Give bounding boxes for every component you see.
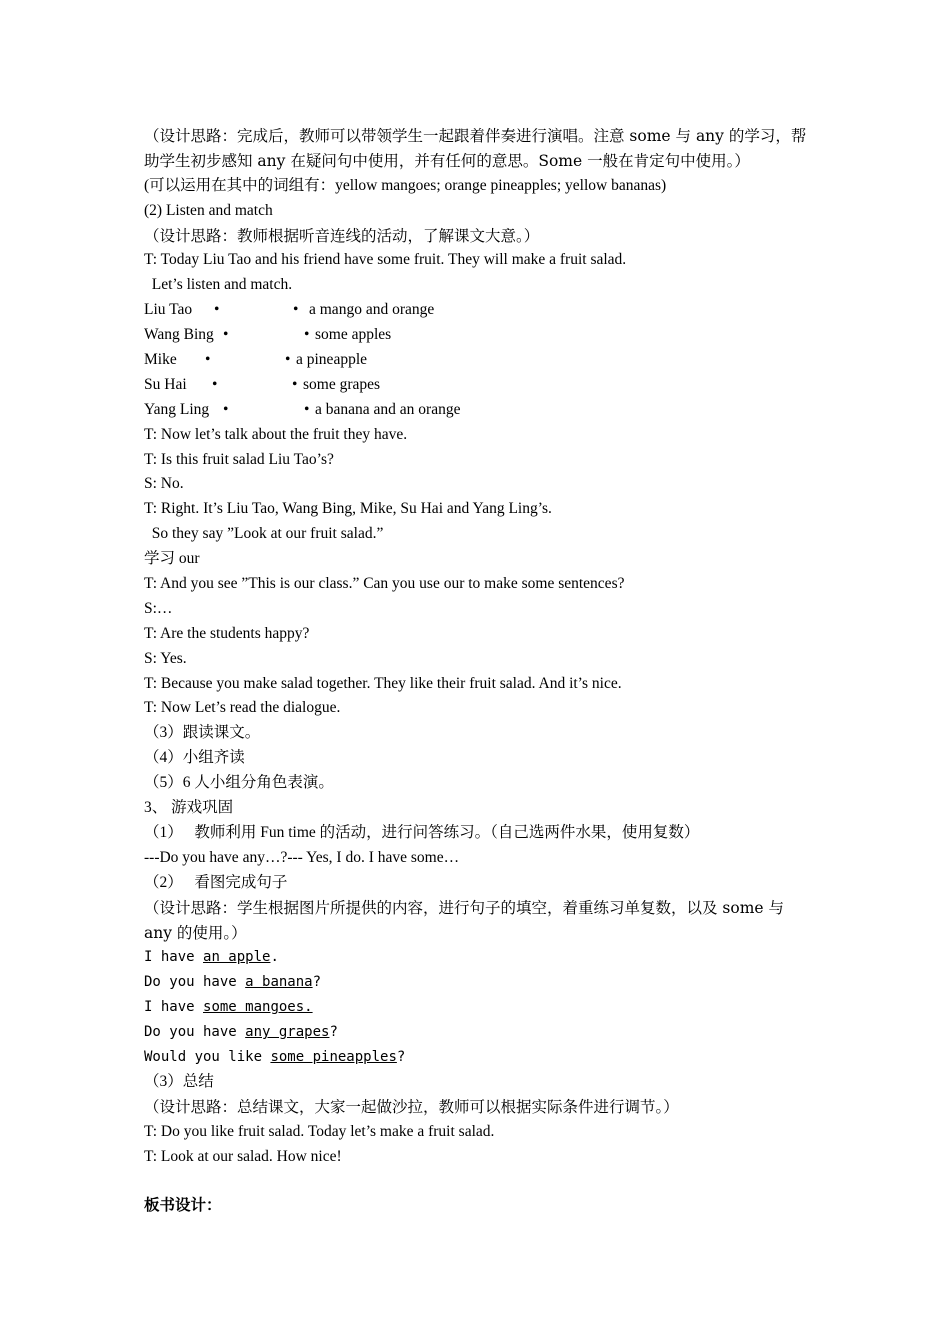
fill-sentence xyxy=(144,1020,814,1045)
fill-sentence xyxy=(144,945,814,970)
design-note-line: （设计思路：学生根据图片所提供的内容，进行句子的填空，着重练习单复数，以及 some 与 xyxy=(144,898,785,917)
section-summary xyxy=(144,1070,814,1170)
match-dot-left: • xyxy=(223,400,229,418)
design-note-line: （设计思路：教师根据听音连线的活动，了解课文大意。） xyxy=(144,226,540,245)
step-item: （5）6 人小组分角色表演。 xyxy=(144,774,334,792)
match-dot-right: • xyxy=(304,326,310,344)
match-item: a banana and an orange xyxy=(315,400,461,418)
step-item: （3）总结 xyxy=(144,1072,214,1090)
dialogue-line: T: Are the students happy? xyxy=(144,624,310,642)
match-item: some grapes xyxy=(303,375,381,393)
fill-in-sentences xyxy=(144,945,814,1069)
match-row xyxy=(144,398,814,423)
dialogue-line: T: Look at our salad. How nice! xyxy=(144,1147,342,1165)
match-row xyxy=(144,373,814,398)
match-dot-right: • xyxy=(293,301,299,319)
dialogue-line: T: And you see ”This is our class.” Can you use our to make some sentences? xyxy=(144,575,625,593)
match-row xyxy=(144,348,814,373)
match-exercise xyxy=(144,298,814,422)
dialogue-line: T: Do you like fruit salad. Today let’s make a fruit salad. xyxy=(144,1122,495,1140)
match-row xyxy=(144,323,814,348)
match-dot-left: • xyxy=(214,301,220,319)
match-dot-left: • xyxy=(223,326,229,344)
match-item: a mango and orange xyxy=(309,301,435,319)
study-note: 学习 our xyxy=(144,550,200,568)
step-item: （4）小组齐读 xyxy=(144,749,245,767)
match-name: Liu Tao xyxy=(144,301,193,319)
sentence-start: I have xyxy=(144,999,204,1016)
sentence-start: Would you like xyxy=(144,1048,271,1065)
match-dot-right: • xyxy=(292,375,298,393)
dialogue-line: So they say ”Look at our fruit salad.” xyxy=(144,525,384,543)
step-item: （2） 看图完成句子 xyxy=(144,873,288,891)
blank-line xyxy=(144,1169,814,1194)
sentence-end: ? xyxy=(312,974,322,991)
match-item: some apples xyxy=(315,326,392,344)
dialogue-line: T: Is this fruit salad Liu Tao’s? xyxy=(144,450,334,468)
match-name: Mike xyxy=(144,351,177,369)
phrase-note: (可以运用在其中的词组有：yellow mangoes; orange pineapples; yellow bananas) xyxy=(144,176,667,194)
dialogue-line: T: Now Let’s read the dialogue. xyxy=(144,699,341,717)
match-name: Wang Bing xyxy=(144,326,214,344)
document-page xyxy=(144,124,814,1219)
match-item: a pineapple xyxy=(296,351,368,369)
sentence-blank: some pineapples xyxy=(270,1048,397,1065)
dialogue-line: S: No. xyxy=(144,475,184,493)
sentence-end: ? xyxy=(396,1048,406,1065)
dialogue-line: S: Yes. xyxy=(144,649,187,667)
step-heading: (2) Listen and match xyxy=(144,201,273,219)
dialogue-line: ---Do you have any…?--- Yes, I do. I have some… xyxy=(144,848,460,866)
section-dialogue xyxy=(144,423,814,946)
match-name: Su Hai xyxy=(144,375,187,393)
step-item: （3）跟读课文。 xyxy=(144,724,261,742)
fill-sentence xyxy=(144,995,814,1020)
step-item: （1） 教师利用 Fun time 的活动，进行问答练习。（自己选两件水果，使用复数） xyxy=(144,823,700,841)
dialogue-line: S:… xyxy=(144,599,173,617)
dialogue-line: T: Today Liu Tao and his friend have some fruit. They will make a fruit salad. xyxy=(144,251,627,269)
sentence-blank: any grapes xyxy=(245,1024,330,1041)
sentence-end: . xyxy=(270,949,279,966)
sentence-start: Do you have xyxy=(144,974,246,991)
sentence-blank: a banana xyxy=(245,974,313,991)
match-dot-left: • xyxy=(212,375,218,393)
sentence-start: I have xyxy=(144,949,204,966)
fill-sentence xyxy=(144,1045,814,1070)
design-note-line: 助学生初步感知 any 在疑问句中使用，并有任何的意思。Some 一般在肯定句中使用。） xyxy=(144,151,750,170)
fill-sentence xyxy=(144,970,814,995)
sentence-start: Do you have xyxy=(144,1024,246,1041)
section-heading: 3、 游戏巩固 xyxy=(144,799,234,817)
match-row xyxy=(144,298,814,323)
dialogue-line: T: Now let’s talk about the fruit they have. xyxy=(144,425,408,443)
design-note-line: （设计思路：完成后，教师可以带领学生一起跟着伴奏进行演唱。注意 some 与 any 的学习，帮 xyxy=(144,127,807,145)
design-note-line: （设计思路：总结课文，大家一起做沙拉，教师可以根据实际条件进行调节。） xyxy=(144,1097,679,1116)
match-dot-left: • xyxy=(205,351,211,369)
board-design-heading: 板书设计： xyxy=(144,1197,222,1215)
match-name: Yang Ling xyxy=(144,400,210,418)
dialogue-line: T: Right. It’s Liu Tao, Wang Bing, Mike, Su Hai and Yang Ling’s. xyxy=(144,500,552,518)
sentence-blank: some mangoes. xyxy=(203,999,313,1016)
match-dot-right: • xyxy=(285,351,291,369)
dialogue-line: T: Because you make salad together. They like their fruit salad. And it’s nice. xyxy=(144,674,622,692)
sentence-blank: an apple xyxy=(203,949,271,966)
dialogue-line: Let’s listen and match. xyxy=(144,276,293,294)
match-dot-right: • xyxy=(304,400,310,418)
design-note-line: any 的使用。） xyxy=(144,923,247,942)
section-intro xyxy=(144,124,814,298)
sentence-end: ? xyxy=(329,1024,338,1041)
